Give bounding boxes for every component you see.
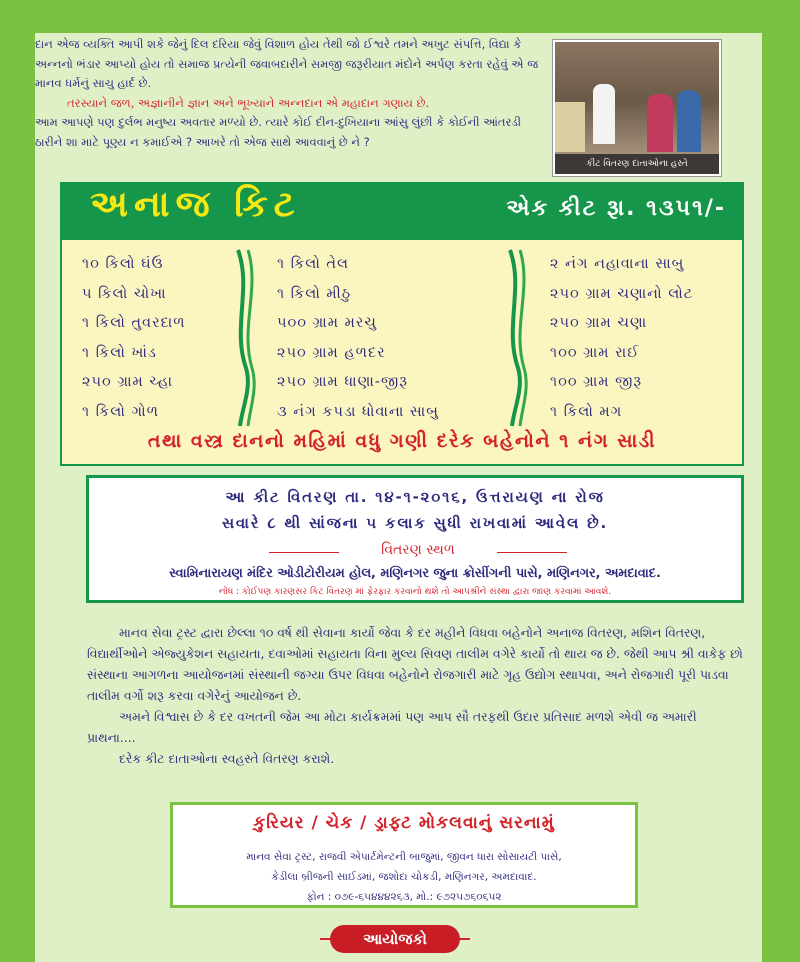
change-note: નોંધ : કોઈપણ કારણસર કિટ વિતરણ માં ફેરફાર કરવાનો થશે તો આપશ્રીને સંસ્થા દ્વારા જાણ કરવામાં આવશે. xyxy=(218,587,612,597)
distribution-time: સવારે ૮ થી સાંજના ૫ કલાક સુધી રાખવામાં આવેલ છે. xyxy=(221,514,609,532)
distribution-box xyxy=(86,475,744,603)
venue-label-text: વિતરણ સ્થળ xyxy=(381,542,455,558)
kit-item: ૧ કિલો તેલ xyxy=(277,256,349,272)
kit-item: ૩ નંગ કપડા ધોવાના સાબુ xyxy=(277,403,439,420)
kit-item: ૫૦૦ ગ્રામ મરચુ xyxy=(277,315,377,331)
body-paragraph: દરેક કીટ દાતાઓના સ્વહસ્તે વિતરણ કરાશે. xyxy=(119,751,335,766)
address-title: કુરિયર / ચેક / ડ્રાફ્ટ મોકલવાનું સરનામું xyxy=(253,813,555,833)
kit-item: ૧૦૦ ગ્રામ જીરૂ xyxy=(550,374,643,390)
sari-note: તથા વસ્ત્ર દાનનો મહિમાં વધુ ગણી દરેક બહેનોને ૧ નંગ સાડી xyxy=(147,430,657,452)
divider xyxy=(269,552,339,553)
intro-text xyxy=(35,35,543,152)
kit-item: ૧ કિલો ખાંડ xyxy=(82,344,157,361)
photo-person xyxy=(593,84,615,144)
intro-paragraph-1: દાન એજ વ્યક્તિ આપી શકે જેનું દિલ દરિયા જેવું વિશાળ હોય તેથી જો ઈશ્વરે તમને અખુટ સંપત્તિ, વિદ્યા કે અન્નનો ભંડાર આપ્યો હોય તો સમાજ પ્રત્યેની જવાબદારીને સમજી જરૂરીયાત મંદોને અર્પણ કરતા રહેવું એ જ માનવ ધર્મનું સાચુ હાર્દ છે. xyxy=(35,37,539,90)
wheat-divider-icon xyxy=(230,248,260,428)
kit-item: ૧ કિલો ગોળ xyxy=(82,403,159,420)
kit-item: ૨૫૦ ગ્રામ ચણા xyxy=(550,315,648,331)
kit-contents xyxy=(60,238,744,466)
intro-highlight: તરસ્યાને જળ, અજ્ઞાનીને જ્ઞાન અને ભૂખ્યાને અન્નદાન એ મહાદાન ગણાય છે. xyxy=(67,95,430,110)
photo-person xyxy=(677,90,701,152)
kit-item: ૨ નંગ નહાવાના સાબુ xyxy=(550,256,685,272)
body-paragraph: માનવ સેવા ટ્રસ્ટ દ્વારા છેલ્લા ૧૦ વર્ષ થી સેવાના કાર્યો જેવા કે દર મહીને વિધવા બહેનોને અનાજ વિતરણ, મશિન વિતરણ, વિદ્યાર્થીઓને એજ્યુકેશન સહાયતા, દવાઓમાં સહાયતા વિના મુલ્ય સિવણ તાલીમ વગેરે કાર્યો તો થાય જ છે. જેથી આપ શ્રી વાકેફ છો સંસ્થાના આગળના આયોજનમાં સંસ્થાની જગ્યા ઉપર વિધવા બહેનોને રોજગારી માટે ગૃહ ઉદ્યોગ સ્થાપવા, અને રોજગારી પૂરી પાડવા તાલીમ વર્ગો શરૂ કરવા વગેરેનું આયોજન છે. xyxy=(87,625,743,703)
wheat-divider-icon xyxy=(502,248,532,428)
distribution-date: આ કીટ વિતરણ તા. ૧૪-૧-૨૦૧૬, ઉત્તરાયણ ના રોજ xyxy=(225,488,605,506)
address-line: કેડીલા બ્રીજની સાઈડમાં, જશોદા ચોકડી, મણિનગર, અમદાવાદ. xyxy=(271,871,537,883)
venue-label xyxy=(339,542,497,558)
kit-item: ૧ કિલો મીઠુ xyxy=(277,285,352,302)
organizers-badge: આયોજકો xyxy=(330,925,460,953)
address-line: માનવ સેવા ટ્રસ્ટ, રાજવી એપાર્ટમેન્ટની બાજુમાં, જીવન ધારા સોસાયટી પાસે, xyxy=(246,851,562,863)
distribution-photo xyxy=(553,40,721,176)
photo-person xyxy=(647,94,673,152)
venue-address: સ્વામિનારાયણ મંદિર ઓડીટોરીયમ હોલ, મણિનગર જુના ક્રોસીંગની પાસે, મણિનગર, અમદાવાદ. xyxy=(169,566,661,581)
trust-description xyxy=(87,622,747,769)
kit-column-2 xyxy=(277,250,439,427)
kit-item: ૧૦ કિલો ઘંઉ xyxy=(82,256,164,272)
kit-item: ૧૦૦ ગ્રામ રાઈ xyxy=(550,344,640,361)
intro-paragraph-3: આમ આપણે પણ દુર્લભ મનુષ્ય અવતાર મળ્યો છે. ત્યારે કોઈ દીન-દુખિયાના આંસુ લુંછી કે કોઈની આંતરડી ઠારીને શા માટે પૂણ્ય ન કમાઈએ ? આખરે તો એજ સાથે આવવાનું છે ને ? xyxy=(35,115,522,149)
kit-item: ૨૫૦ ગ્રામ ધાણા-જીરૂ xyxy=(277,374,408,390)
kit-item: ૫ કિલો ચોખા xyxy=(82,285,167,302)
kit-item: ૨૫૦ ગ્રામ ચ્હા xyxy=(82,374,173,390)
divider xyxy=(497,552,567,553)
kit-item: ૨૫૦ ગ્રામ હળદર xyxy=(277,344,386,361)
kit-item: ૧ કિલો તુવરદાળ xyxy=(82,315,186,331)
kit-item: ૧ કિલો મગ xyxy=(550,403,623,420)
kit-title: અનાજ કિટ xyxy=(90,184,301,225)
kit-column-1 xyxy=(82,250,186,427)
phone-line: ફોન : ૦૭૯-૬૫૪૪૪૨૬૩, મો.: ૯૭૨૫૭૬૦૬૫૨ xyxy=(306,891,502,903)
photo-shelf xyxy=(555,102,585,152)
kit-column-3 xyxy=(550,250,693,427)
address-box xyxy=(170,802,638,908)
body-paragraph: અમને વિશ્વાસ છે કે દર વખતની જેમ આ મોટા કાર્યક્રમમાં પણ આપ સૌ તરફથી ઉદાર પ્રતિસાદ મળશે એવી જ અમારી પ્રાથના.... xyxy=(87,709,697,745)
kit-item: ૨૫૦ ગ્રામ ચણાનો લોટ xyxy=(550,285,694,302)
photo-caption: કીટ વિતરણ દાતાઓના હસ્તે xyxy=(555,154,719,174)
kit-price: એક કીટ રૂા. ૧૩૫૧/- xyxy=(506,196,726,221)
kit-header xyxy=(60,182,744,238)
